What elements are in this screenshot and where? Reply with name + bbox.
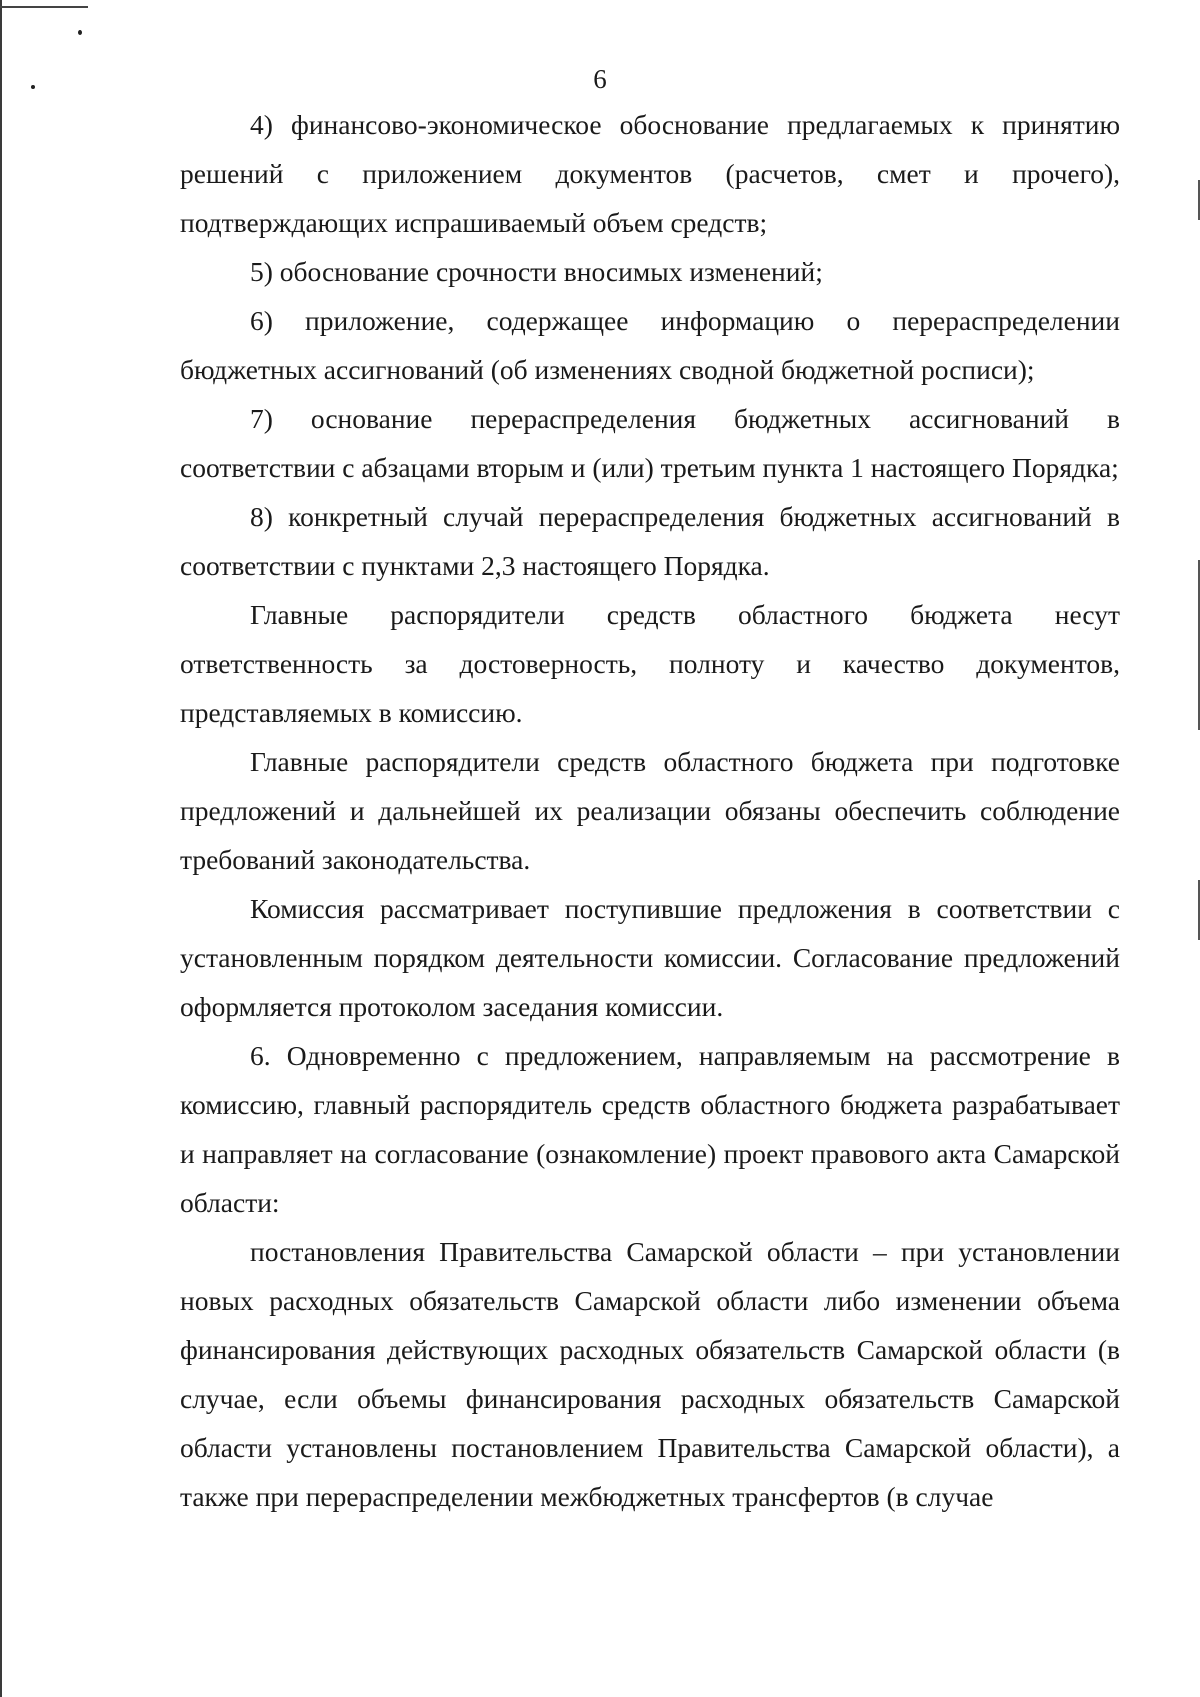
paragraph-government-resolution: постановления Правительства Самарской области – при установлении новых расходных обязательств Самарской области либо изменении объема финансирования действующих расходных обязательств Самарской области (в случае, если объемы финансирования расходных обязательств Самарской области установлены постановлением Правительства Самарской области), а также при перераспределении межбюджетных трансфертов (в случае bbox=[180, 1236, 1120, 1512]
scan-speck bbox=[78, 30, 82, 35]
paragraph-section-6: 6. Одновременно с предложением, направляемым на рассмотрение в комиссию, главный распорядитель средств областного бюджета разрабатывает и направляет на согласование (ознакомление) проект правового акта Самарской области: bbox=[180, 1040, 1120, 1218]
paragraph-item-8: 8) конкретный случай перераспределения бюджетных ассигнований в соответствии с пунктами 2,3 настоящего Порядка. bbox=[180, 501, 1120, 581]
paragraph-legislation: Главные распорядители средств областного бюджета при подготовке предложений и дальнейшей их реализации обязаны обеспечить соблюдение требований законодательства. bbox=[180, 746, 1120, 875]
paragraph-item-7: 7) основание перераспределения бюджетных ассигнований в соответствии с абзацами вторым и (или) третьим пункта 1 настоящего Порядка; bbox=[180, 403, 1120, 483]
scan-left-edge bbox=[0, 0, 2, 1697]
paragraph-commission-review: Комиссия рассматривает поступившие предложения в соответствии с установленным порядком деятельности комиссии. Согласование предложений оформляется протоколом заседания комиссии. bbox=[180, 893, 1120, 1022]
document-body bbox=[180, 100, 1120, 1521]
scan-top-mark bbox=[0, 6, 88, 8]
paragraph-item-5: 5) обоснование срочности вносимых изменений; bbox=[250, 256, 823, 287]
page-number: 6 bbox=[593, 64, 607, 94]
paragraph-item-4: 4) финансово-экономическое обоснование предлагаемых к принятию решений с приложением документов (расчетов, смет и прочего), подтверждающих испрашиваемый объем средств; bbox=[180, 109, 1120, 238]
paragraph-item-6: 6) приложение, содержащее информацию о перераспределении бюджетных ассигнований (об изменениях сводной бюджетной росписи); bbox=[180, 305, 1120, 385]
paragraph-responsibility: Главные распорядители средств областного бюджета несут ответственность за достоверность, полноту и качество документов, представляемых в комиссию. bbox=[180, 599, 1120, 728]
